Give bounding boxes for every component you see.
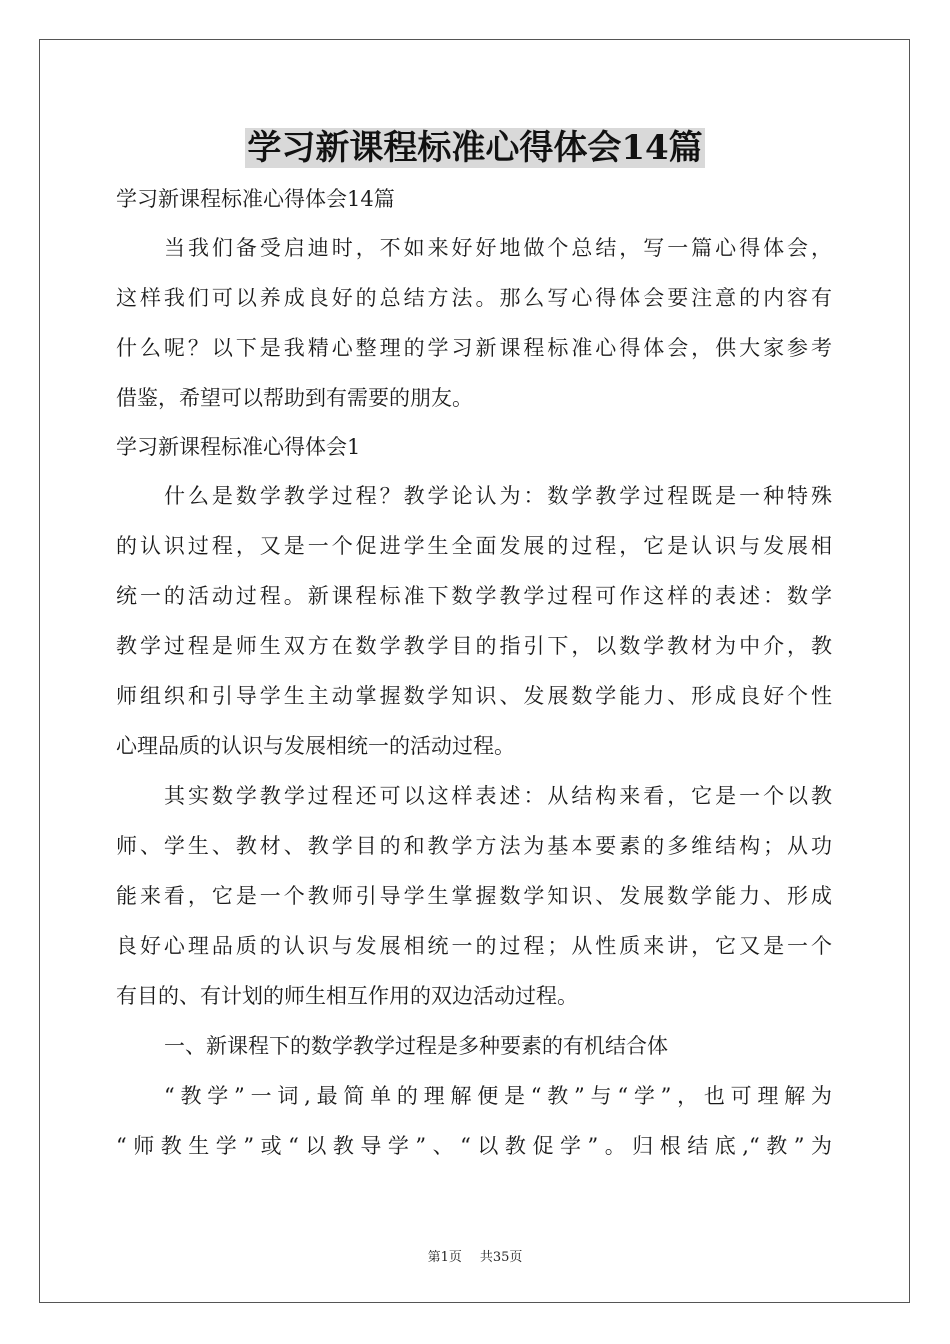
paragraph-line: 当我们备受启迪时，不如来好好地做个总结，写一篇心得体会， (164, 236, 832, 260)
paragraph-line: 这样我们可以养成良好的总结方法。那么写心得体会要注意的内容有 (116, 286, 832, 310)
paragraph-2 (116, 771, 832, 1021)
paragraph-line: 良好心理品质的认识与发展相统一的过程；从性质来讲，它又是一个 (116, 934, 832, 958)
paragraph-line: 什么呢？以下是我精心整理的学习新课程标准心得体会，供大家参考 (116, 336, 832, 360)
subheading: 一、新课程下的数学教学过程是多种要素的有机结合体 (164, 1034, 668, 1058)
paragraph-line: 能来看，它是一个教师引导学生掌握数学知识、发展数学能力、形成 (116, 884, 832, 908)
paragraph-line: 心理品质的认识与发展相统一的活动过程。 (116, 734, 515, 758)
paragraph-1 (116, 471, 832, 771)
paragraph-line: 师、学生、教材、教学目的和教学方法为基本要素的多维结构；从功 (116, 834, 832, 858)
paragraph-3 (116, 1071, 832, 1171)
paragraph-line: 有目的、有计划的师生相互作用的双边活动过程。 (116, 984, 578, 1008)
paragraph-line: 其实数学教学过程还可以这样表述：从结构来看，它是一个以教 (164, 784, 832, 808)
document-title (0, 122, 950, 174)
paragraph-line: 统一的活动过程。新课程标准下数学教学过程可作这样的表述：数学 (116, 584, 832, 608)
paragraph-line: 教学过程是师生双方在数学教学目的指引下，以数学教材为中介，教 (116, 634, 832, 658)
paragraph-line: 师组织和引导学生主动掌握数学知识、发展数学能力、形成良好个性 (116, 684, 832, 708)
paragraph-line: “师教生学”或“以教导学”、“以教促学”。归根结底,“教”为 (116, 1134, 832, 1158)
paragraph-line: 的认识过程，又是一个促进学生全面发展的过程，它是认识与发展相 (116, 534, 832, 558)
intro-paragraph (116, 223, 832, 423)
paragraph-line: 什么是数学教学过程？教学论认为：数学教学过程既是一种特殊 (164, 484, 832, 508)
page-number: 第1页 (427, 1250, 462, 1265)
paragraph-line: 借鉴，希望可以帮助到有需要的朋友。 (116, 386, 473, 410)
paragraph-line: “教学”一词,最简单的理解便是“教”与“学”，也可理解为 (164, 1084, 832, 1108)
document-subtitle: 学习新课程标准心得体会14篇 (116, 187, 395, 211)
section-heading: 学习新课程标准心得体会1 (116, 435, 361, 459)
page-total: 共35页 (479, 1250, 523, 1265)
document-body (116, 175, 832, 1171)
page-footer (0, 1246, 950, 1265)
document-title-text: 学习新课程标准心得体会14篇 (247, 128, 703, 168)
